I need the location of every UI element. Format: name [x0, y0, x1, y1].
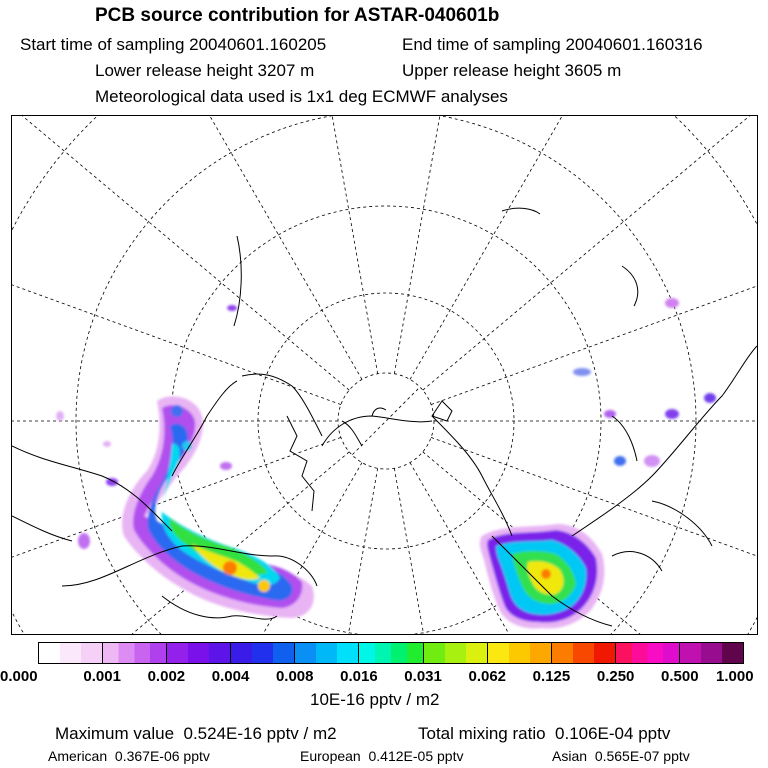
color-scale-tick: 0.062 — [468, 668, 507, 685]
lat-lon-graticule — [12, 116, 757, 634]
color-scale-band — [231, 643, 295, 663]
meridian-line — [12, 116, 341, 405]
total-mixing-label — [418, 724, 670, 744]
color-scale-band — [488, 643, 552, 663]
asian-caption: Asian — [552, 748, 588, 764]
latitude-circle — [12, 116, 757, 634]
asian-value: 0.565E-07 pptv — [594, 748, 690, 764]
polar-map — [11, 115, 758, 635]
upper-height-label: Upper release height 3605 m — [402, 61, 622, 80]
color-scale-tick: 1.000 — [716, 668, 754, 685]
color-scale-tick: 0.500 — [661, 668, 699, 685]
color-scale-band — [552, 643, 616, 663]
plume-west — [122, 396, 314, 618]
color-scale-band — [167, 643, 231, 663]
american-caption: American — [48, 748, 108, 764]
american-value: 0.367E-06 pptv — [114, 748, 210, 764]
european-caption: European — [300, 748, 361, 764]
start-time-label: Start time of sampling 20040601.160205 — [20, 35, 327, 54]
lower-height-label: Lower release height 3207 m — [95, 61, 315, 80]
figure-title: PCB source contribution for ASTAR-040601b — [95, 5, 500, 26]
color-scale-tick: 0.031 — [404, 668, 442, 685]
meridian-line — [410, 116, 757, 379]
color-scale-tick: 0.250 — [596, 668, 635, 685]
european-value: 0.412E-05 pptv — [368, 748, 464, 764]
total-mixing-caption: Total mixing ratio — [418, 724, 546, 743]
coastlines — [12, 208, 757, 626]
color-scale-band — [295, 643, 359, 663]
total-mixing-value: 0.106E-04 pptv — [555, 724, 671, 743]
color-scale-units: 10E-16 pptv / m2 — [310, 690, 440, 709]
american-contribution — [48, 748, 210, 764]
met-data-label: Meteorological data used is 1x1 deg ECMWF analyses — [95, 87, 508, 106]
meridian-line — [394, 116, 542, 374]
color-scale-band — [359, 643, 423, 663]
color-scale-tick: 0.004 — [211, 668, 250, 685]
color-scale-tick: 0.000 — [0, 668, 38, 685]
color-scale-band — [103, 643, 167, 663]
end-time-label: End time of sampling 20040601.160316 — [402, 35, 703, 54]
color-scale-ticks — [0, 668, 768, 688]
plume-east — [480, 524, 605, 628]
color-scale-tick: 0.002 — [147, 668, 186, 685]
latitude-circle — [258, 293, 514, 549]
meridian-line — [230, 116, 378, 374]
max-value: 0.524E-16 pptv / m2 — [183, 724, 337, 743]
european-contribution — [300, 748, 463, 764]
asian-contribution — [552, 748, 690, 764]
max-value-label — [55, 724, 337, 744]
color-scale-tick: 0.125 — [532, 668, 571, 685]
max-value-caption: Maximum value — [55, 724, 175, 743]
color-scale-band — [680, 643, 743, 663]
color-scale-tick: 0.008 — [275, 668, 314, 685]
meridian-line — [431, 116, 757, 405]
color-scale-tick: 0.001 — [83, 668, 121, 685]
color-scale-tick: 0.016 — [340, 668, 378, 685]
color-scale-band — [424, 643, 488, 663]
latitude-circle — [12, 116, 757, 634]
color-scale-band — [616, 643, 680, 663]
meridian-line — [12, 116, 349, 390]
color-scale-band — [39, 643, 103, 663]
color-scale-bar — [38, 642, 744, 664]
meridian-line — [423, 116, 757, 390]
